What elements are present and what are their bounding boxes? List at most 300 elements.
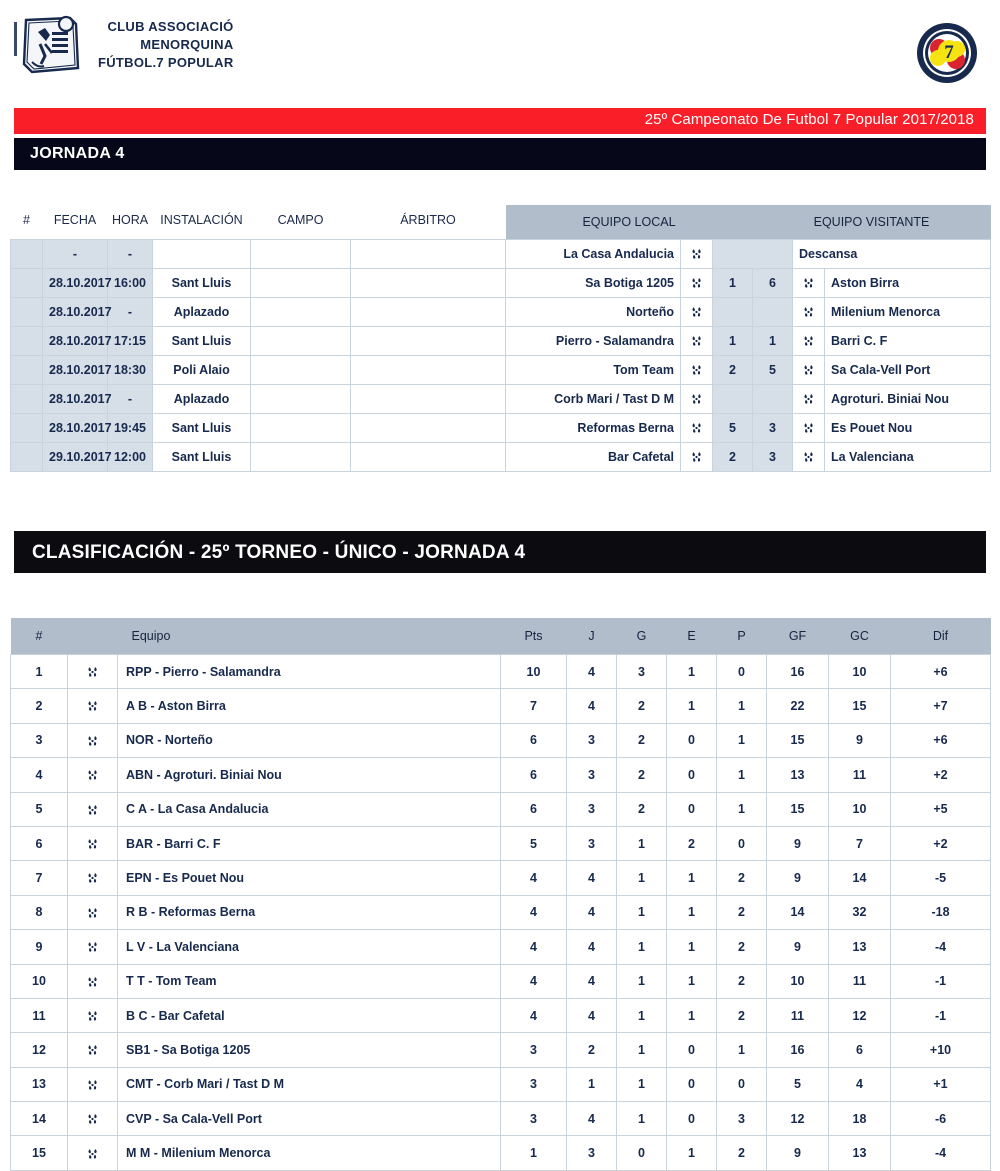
match-visitor-shirt-cell bbox=[793, 385, 825, 414]
standings-g: 2 bbox=[617, 792, 667, 826]
standings-p: 2 bbox=[717, 861, 767, 895]
team-shirt-icon bbox=[86, 940, 99, 954]
standings-row[interactable] bbox=[11, 723, 991, 757]
standings-p: 1 bbox=[717, 723, 767, 757]
team-shirt-icon bbox=[690, 392, 703, 406]
standings-team-name: CVP - Sa Cala-Vell Port bbox=[118, 1102, 501, 1136]
match-row[interactable] bbox=[11, 443, 991, 472]
standings-g: 1 bbox=[617, 930, 667, 964]
standings-position: 9 bbox=[11, 930, 68, 964]
standings-team-name: M M - Milenium Menorca bbox=[118, 1136, 501, 1170]
col-arbitro: ÁRBITRO bbox=[351, 205, 506, 240]
standings-e: 0 bbox=[667, 1102, 717, 1136]
match-visitante-team: Sa Cala-Vell Port bbox=[825, 356, 991, 385]
standings-p: 1 bbox=[717, 758, 767, 792]
standings-row[interactable] bbox=[11, 1136, 991, 1170]
team-shirt-icon bbox=[802, 392, 815, 406]
standings-j: 3 bbox=[567, 758, 617, 792]
header-accent-bar bbox=[14, 22, 17, 56]
match-num bbox=[11, 414, 43, 443]
standings-position: 3 bbox=[11, 723, 68, 757]
standings-position: 4 bbox=[11, 758, 68, 792]
match-instalacion: Sant Lluis bbox=[153, 327, 251, 356]
standings-pts: 7 bbox=[501, 689, 567, 723]
standings-j: 4 bbox=[567, 655, 617, 689]
team-shirt-icon bbox=[86, 665, 99, 679]
standings-gc: 9 bbox=[829, 723, 891, 757]
standings-dif: -5 bbox=[891, 861, 991, 895]
match-local-shirt-cell bbox=[681, 269, 713, 298]
match-campo bbox=[251, 298, 351, 327]
standings-gf: 16 bbox=[767, 1033, 829, 1067]
standings-row[interactable] bbox=[11, 998, 991, 1032]
match-local-shirt-cell bbox=[681, 298, 713, 327]
match-goals-visitor: 3 bbox=[753, 443, 793, 472]
match-goals-local: 2 bbox=[713, 443, 753, 472]
standings-gf: 9 bbox=[767, 826, 829, 860]
standings-position: 13 bbox=[11, 1067, 68, 1101]
standings-team-name: CMT - Corb Mari / Tast D M bbox=[118, 1067, 501, 1101]
match-goals-local: 1 bbox=[713, 269, 753, 298]
match-hora: 17:15 bbox=[108, 327, 153, 356]
standings-e: 1 bbox=[667, 1136, 717, 1170]
standings-gf: 9 bbox=[767, 930, 829, 964]
match-num bbox=[11, 385, 43, 414]
standings-table bbox=[10, 618, 991, 1171]
standings-row[interactable] bbox=[11, 1033, 991, 1067]
match-num bbox=[11, 443, 43, 472]
standings-team-name: B C - Bar Cafetal bbox=[118, 998, 501, 1032]
standings-j: 3 bbox=[567, 792, 617, 826]
standings-p: 2 bbox=[717, 964, 767, 998]
match-local-team: Pierro - Salamandra bbox=[506, 327, 681, 356]
team-shirt-icon bbox=[802, 450, 815, 464]
standings-row[interactable] bbox=[11, 826, 991, 860]
jornada-title: JORNADA 4 bbox=[30, 145, 125, 162]
match-hora: - bbox=[108, 298, 153, 327]
standings-header-row bbox=[11, 618, 991, 655]
standings-j: 1 bbox=[567, 1067, 617, 1101]
match-table-body bbox=[11, 240, 991, 472]
standings-position: 12 bbox=[11, 1033, 68, 1067]
page-header bbox=[0, 0, 1000, 100]
match-row[interactable] bbox=[11, 298, 991, 327]
match-arbitro bbox=[351, 385, 506, 414]
match-goals-visitor: 3 bbox=[753, 414, 793, 443]
standings-shirt-cell bbox=[68, 758, 118, 792]
std-col-crest bbox=[68, 618, 118, 655]
team-shirt-icon bbox=[86, 1078, 99, 1092]
team-shirt-icon bbox=[802, 305, 815, 319]
standings-g: 1 bbox=[617, 1102, 667, 1136]
club-name-line2: MENORQUINA bbox=[140, 37, 234, 53]
match-arbitro bbox=[351, 414, 506, 443]
match-arbitro bbox=[351, 443, 506, 472]
match-campo bbox=[251, 414, 351, 443]
standings-team-name: ABN - Agroturi. Biniai Nou bbox=[118, 758, 501, 792]
std-col-gc: GC bbox=[829, 618, 891, 655]
match-hora: 16:00 bbox=[108, 269, 153, 298]
col-equipo-local: EQUIPO LOCAL bbox=[506, 205, 753, 240]
standings-e: 1 bbox=[667, 655, 717, 689]
standings-g: 2 bbox=[617, 758, 667, 792]
match-goals-visitor bbox=[753, 298, 793, 327]
match-num bbox=[11, 269, 43, 298]
col-campo: CAMPO bbox=[251, 205, 351, 240]
match-goals-local: 2 bbox=[713, 356, 753, 385]
team-shirt-icon bbox=[86, 975, 99, 989]
standings-team-name: SB1 - Sa Botiga 1205 bbox=[118, 1033, 501, 1067]
standings-j: 4 bbox=[567, 964, 617, 998]
standings-g: 3 bbox=[617, 655, 667, 689]
match-row[interactable] bbox=[11, 327, 991, 356]
match-visitor-shirt-cell bbox=[793, 356, 825, 385]
standings-g: 1 bbox=[617, 964, 667, 998]
federation-crest-icon bbox=[916, 22, 978, 84]
standings-position: 7 bbox=[11, 861, 68, 895]
match-row[interactable] bbox=[11, 240, 991, 269]
standings-shirt-cell bbox=[68, 1102, 118, 1136]
standings-pts: 4 bbox=[501, 930, 567, 964]
standings-dif: -1 bbox=[891, 964, 991, 998]
standings-pts: 5 bbox=[501, 826, 567, 860]
standings-dif: +2 bbox=[891, 826, 991, 860]
std-col-g: G bbox=[617, 618, 667, 655]
match-visitor-shirt-cell bbox=[793, 327, 825, 356]
match-row[interactable] bbox=[11, 385, 991, 414]
match-goals-visitor: 5 bbox=[753, 356, 793, 385]
standings-gc: 11 bbox=[829, 758, 891, 792]
team-shirt-icon bbox=[802, 334, 815, 348]
standings-position: 8 bbox=[11, 895, 68, 929]
match-campo bbox=[251, 443, 351, 472]
team-shirt-icon bbox=[86, 837, 99, 851]
standings-table-body bbox=[11, 655, 991, 1171]
standings-shirt-cell bbox=[68, 826, 118, 860]
match-hora: - bbox=[108, 385, 153, 414]
standings-shirt-cell bbox=[68, 861, 118, 895]
standings-gf: 16 bbox=[767, 655, 829, 689]
standings-g: 1 bbox=[617, 861, 667, 895]
match-local-team: Tom Team bbox=[506, 356, 681, 385]
standings-shirt-cell bbox=[68, 689, 118, 723]
team-shirt-icon bbox=[86, 906, 99, 920]
standings-p: 0 bbox=[717, 655, 767, 689]
standings-row[interactable] bbox=[11, 964, 991, 998]
standings-e: 1 bbox=[667, 998, 717, 1032]
standings-pts: 3 bbox=[501, 1102, 567, 1136]
standings-gf: 12 bbox=[767, 1102, 829, 1136]
jornada-banner bbox=[14, 138, 986, 170]
match-goals-local bbox=[713, 298, 753, 327]
standings-team-name: BAR - Barri C. F bbox=[118, 826, 501, 860]
standings-e: 2 bbox=[667, 826, 717, 860]
match-local-shirt-cell bbox=[681, 385, 713, 414]
standings-j: 3 bbox=[567, 1136, 617, 1170]
match-hora: 19:45 bbox=[108, 414, 153, 443]
match-fixtures-table bbox=[10, 205, 991, 472]
match-local-shirt-cell bbox=[681, 414, 713, 443]
standings-p: 0 bbox=[717, 826, 767, 860]
team-shirt-icon bbox=[690, 450, 703, 464]
standings-row[interactable] bbox=[11, 1102, 991, 1136]
match-arbitro bbox=[351, 298, 506, 327]
standings-gc: 14 bbox=[829, 861, 891, 895]
standings-team-name: NOR - Norteño bbox=[118, 723, 501, 757]
team-shirt-icon bbox=[690, 247, 703, 261]
team-shirt-icon bbox=[802, 276, 815, 290]
match-visitor-shirt-cell bbox=[793, 298, 825, 327]
match-hora: 18:30 bbox=[108, 356, 153, 385]
team-shirt-icon bbox=[86, 1112, 99, 1126]
standings-dif: +7 bbox=[891, 689, 991, 723]
match-row[interactable] bbox=[11, 414, 991, 443]
standings-shirt-cell bbox=[68, 655, 118, 689]
standings-e: 0 bbox=[667, 758, 717, 792]
championship-title: 25º Campeonato De Futbol 7 Popular 2017/2018 bbox=[644, 111, 974, 128]
standings-position: 14 bbox=[11, 1102, 68, 1136]
team-shirt-icon bbox=[86, 1147, 99, 1161]
match-row[interactable] bbox=[11, 269, 991, 298]
standings-row[interactable] bbox=[11, 792, 991, 826]
standings-p: 0 bbox=[717, 1067, 767, 1101]
match-goals-local: 1 bbox=[713, 327, 753, 356]
standings-dif: +6 bbox=[891, 723, 991, 757]
standings-e: 1 bbox=[667, 964, 717, 998]
standings-row[interactable] bbox=[11, 1067, 991, 1101]
standings-table-head bbox=[11, 618, 991, 655]
standings-position: 2 bbox=[11, 689, 68, 723]
standings-row[interactable] bbox=[11, 758, 991, 792]
match-fecha: 28.10.2017 bbox=[43, 298, 108, 327]
standings-shirt-cell bbox=[68, 1136, 118, 1170]
standings-gc: 32 bbox=[829, 895, 891, 929]
team-shirt-icon bbox=[86, 871, 99, 885]
team-shirt-icon bbox=[86, 1009, 99, 1023]
standings-p: 2 bbox=[717, 1136, 767, 1170]
std-col-p: P bbox=[717, 618, 767, 655]
standings-row[interactable] bbox=[11, 861, 991, 895]
standings-gf: 22 bbox=[767, 689, 829, 723]
standings-g: 1 bbox=[617, 998, 667, 1032]
match-local-shirt-cell bbox=[681, 443, 713, 472]
standings-j: 2 bbox=[567, 1033, 617, 1067]
standings-row[interactable] bbox=[11, 895, 991, 929]
match-score-empty bbox=[713, 240, 793, 269]
standings-j: 4 bbox=[567, 930, 617, 964]
match-campo bbox=[251, 385, 351, 414]
standings-dif: -4 bbox=[891, 930, 991, 964]
standings-e: 1 bbox=[667, 689, 717, 723]
standings-gc: 10 bbox=[829, 655, 891, 689]
standings-gc: 13 bbox=[829, 1136, 891, 1170]
standings-shirt-cell bbox=[68, 1067, 118, 1101]
standings-dif: -1 bbox=[891, 998, 991, 1032]
standings-position: 1 bbox=[11, 655, 68, 689]
match-local-team: Reformas Berna bbox=[506, 414, 681, 443]
standings-dif: +6 bbox=[891, 655, 991, 689]
standings-e: 0 bbox=[667, 723, 717, 757]
match-goals-visitor bbox=[753, 385, 793, 414]
standings-title: CLASIFICACIÓN - 25º TORNEO - ÚNICO - JORNADA 4 bbox=[32, 542, 526, 563]
match-visitor-shirt-cell bbox=[793, 414, 825, 443]
match-campo bbox=[251, 356, 351, 385]
standings-dif: -4 bbox=[891, 1136, 991, 1170]
standings-g: 1 bbox=[617, 1067, 667, 1101]
standings-gf: 15 bbox=[767, 792, 829, 826]
club-crest-icon bbox=[18, 14, 88, 76]
match-fecha: 28.10.2017 bbox=[43, 269, 108, 298]
standings-team-name: L V - La Valenciana bbox=[118, 930, 501, 964]
standings-gc: 18 bbox=[829, 1102, 891, 1136]
std-col-j: J bbox=[567, 618, 617, 655]
standings-gc: 15 bbox=[829, 689, 891, 723]
match-fecha: 28.10.2017 bbox=[43, 385, 108, 414]
match-fecha: 28.10.2017 bbox=[43, 356, 108, 385]
match-visitante-team: Barri C. F bbox=[825, 327, 991, 356]
match-campo bbox=[251, 240, 351, 269]
match-goals-local: 5 bbox=[713, 414, 753, 443]
standings-row[interactable] bbox=[11, 930, 991, 964]
match-fecha: 29.10.2017 bbox=[43, 443, 108, 472]
standings-e: 1 bbox=[667, 895, 717, 929]
club-name bbox=[98, 18, 234, 72]
standings-g: 2 bbox=[617, 723, 667, 757]
standings-shirt-cell bbox=[68, 792, 118, 826]
team-shirt-icon bbox=[690, 305, 703, 319]
match-visitante-team: Descansa bbox=[793, 240, 991, 269]
match-local-shirt-cell bbox=[681, 240, 713, 269]
standings-banner bbox=[14, 531, 986, 573]
match-visitante-team: La Valenciana bbox=[825, 443, 991, 472]
standings-pts: 4 bbox=[501, 998, 567, 1032]
team-shirt-icon bbox=[86, 699, 99, 713]
standings-shirt-cell bbox=[68, 964, 118, 998]
standings-gf: 14 bbox=[767, 895, 829, 929]
match-arbitro bbox=[351, 356, 506, 385]
match-fecha: - bbox=[43, 240, 108, 269]
team-shirt-icon bbox=[802, 363, 815, 377]
standings-shirt-cell bbox=[68, 998, 118, 1032]
match-goals-local bbox=[713, 385, 753, 414]
match-instalacion: Sant Lluis bbox=[153, 443, 251, 472]
standings-gc: 13 bbox=[829, 930, 891, 964]
standings-shirt-cell bbox=[68, 1033, 118, 1067]
match-visitor-shirt-cell bbox=[793, 269, 825, 298]
team-shirt-icon bbox=[86, 803, 99, 817]
match-goals-visitor: 6 bbox=[753, 269, 793, 298]
standings-j: 4 bbox=[567, 998, 617, 1032]
match-hora: - bbox=[108, 240, 153, 269]
col-equipo-visitante: EQUIPO VISITANTE bbox=[753, 205, 991, 240]
standings-dif: +10 bbox=[891, 1033, 991, 1067]
match-num bbox=[11, 298, 43, 327]
standings-gc: 11 bbox=[829, 964, 891, 998]
std-col-e: E bbox=[667, 618, 717, 655]
match-local-team: Norteño bbox=[506, 298, 681, 327]
match-instalacion: Sant Lluis bbox=[153, 269, 251, 298]
standings-g: 2 bbox=[617, 689, 667, 723]
standings-dif: +2 bbox=[891, 758, 991, 792]
match-local-team: Corb Mari / Tast D M bbox=[506, 385, 681, 414]
standings-team-name: R B - Reformas Berna bbox=[118, 895, 501, 929]
standings-pts: 4 bbox=[501, 895, 567, 929]
standings-p: 1 bbox=[717, 689, 767, 723]
match-table-header-row bbox=[11, 205, 991, 240]
club-logo-group bbox=[18, 14, 234, 76]
standings-j: 4 bbox=[567, 895, 617, 929]
standings-e: 1 bbox=[667, 861, 717, 895]
match-fecha: 28.10.2017 bbox=[43, 414, 108, 443]
standings-team-name: RPP - Pierro - Salamandra bbox=[118, 655, 501, 689]
match-goals-visitor: 1 bbox=[753, 327, 793, 356]
standings-gf: 15 bbox=[767, 723, 829, 757]
standings-e: 1 bbox=[667, 930, 717, 964]
standings-gc: 10 bbox=[829, 792, 891, 826]
match-arbitro bbox=[351, 240, 506, 269]
standings-gc: 7 bbox=[829, 826, 891, 860]
standings-p: 1 bbox=[717, 1033, 767, 1067]
match-instalacion: Aplazado bbox=[153, 298, 251, 327]
standings-position: 6 bbox=[11, 826, 68, 860]
standings-team-name: C A - La Casa Andalucia bbox=[118, 792, 501, 826]
std-col-pts: Pts bbox=[501, 618, 567, 655]
standings-gc: 4 bbox=[829, 1067, 891, 1101]
match-campo bbox=[251, 327, 351, 356]
standings-position: 11 bbox=[11, 998, 68, 1032]
standings-gc: 12 bbox=[829, 998, 891, 1032]
match-row[interactable] bbox=[11, 356, 991, 385]
team-shirt-icon bbox=[86, 768, 99, 782]
match-local-team: Bar Cafetal bbox=[506, 443, 681, 472]
standings-gf: 9 bbox=[767, 1136, 829, 1170]
standings-j: 3 bbox=[567, 826, 617, 860]
col-hora: HORA bbox=[108, 205, 153, 240]
match-campo bbox=[251, 269, 351, 298]
standings-g: 1 bbox=[617, 1033, 667, 1067]
standings-gc: 6 bbox=[829, 1033, 891, 1067]
standings-shirt-cell bbox=[68, 895, 118, 929]
standings-team-name: EPN - Es Pouet Nou bbox=[118, 861, 501, 895]
match-arbitro bbox=[351, 327, 506, 356]
standings-row[interactable] bbox=[11, 655, 991, 689]
standings-dif: -18 bbox=[891, 895, 991, 929]
match-local-team: La Casa Andalucia bbox=[506, 240, 681, 269]
match-local-shirt-cell bbox=[681, 327, 713, 356]
std-col-gf: GF bbox=[767, 618, 829, 655]
match-num bbox=[11, 356, 43, 385]
standings-e: 0 bbox=[667, 1067, 717, 1101]
match-instalacion: Sant Lluis bbox=[153, 414, 251, 443]
standings-position: 10 bbox=[11, 964, 68, 998]
standings-shirt-cell bbox=[68, 723, 118, 757]
standings-gf: 5 bbox=[767, 1067, 829, 1101]
standings-gf: 9 bbox=[767, 861, 829, 895]
standings-pts: 3 bbox=[501, 1067, 567, 1101]
standings-dif: +5 bbox=[891, 792, 991, 826]
standings-e: 0 bbox=[667, 792, 717, 826]
team-shirt-icon bbox=[690, 276, 703, 290]
standings-g: 1 bbox=[617, 826, 667, 860]
std-col-equipo: Equipo bbox=[118, 618, 501, 655]
team-shirt-icon bbox=[690, 334, 703, 348]
std-col-dif: Dif bbox=[891, 618, 991, 655]
standings-j: 4 bbox=[567, 861, 617, 895]
team-shirt-icon bbox=[690, 363, 703, 377]
match-fecha: 28.10.2017 bbox=[43, 327, 108, 356]
standings-row[interactable] bbox=[11, 689, 991, 723]
match-hora: 12:00 bbox=[108, 443, 153, 472]
